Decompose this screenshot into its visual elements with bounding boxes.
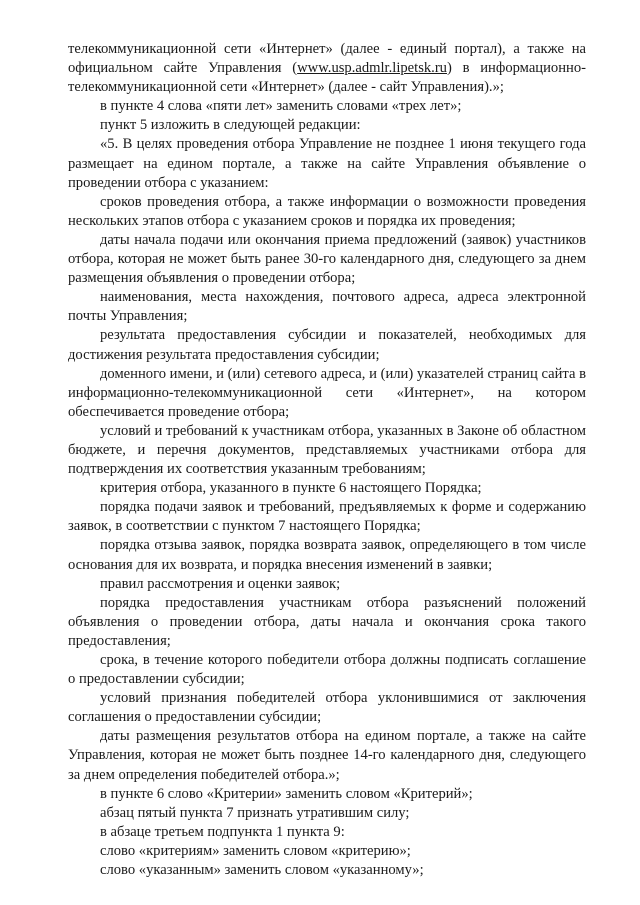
paragraph: абзац пятый пункта 7 признать утратившим силу; — [100, 804, 410, 821]
paragraph: в пункте 6 слово «Критерии» заменить словом «Критерий»; — [100, 785, 473, 802]
paragraph: в пункте 4 слова «пяти лет» заменить словами «трех лет»; — [100, 98, 462, 115]
paragraph: даты размещения результатов отбора на едином портале, а также на сайте Управления, которая не может быть позднее 14-го календарного дня, следующего за днем определения победителей отбора.»; — [68, 728, 586, 783]
document-page — [68, 40, 586, 880]
paragraph: правил рассмотрения и оценки заявок; — [100, 575, 341, 592]
paragraph: в абзаце третьем подпункта 1 пункта 9: — [100, 823, 345, 840]
paragraph: «5. В целях проведения отбора Управление не позднее 1 июня текущего года размещает на едином портале, а также на сайте Управления объявление о проведении отбора с указанием: — [68, 136, 586, 191]
paragraph: порядка отзыва заявок, порядка возврата заявок, определяющего в том числе основания для их возврата, и порядка внесения изменений в заявки; — [68, 537, 586, 573]
paragraph: условий и требований к участникам отбора, указанных в Законе об областном бюджете, и перечня документов, представляемых участниками отбора для подтверждения их соответствия указанным требованиям; — [68, 422, 586, 478]
paragraph: сроков проведения отбора, а также информации о возможности проведения нескольких этапов отбора с указанием сроков и порядка их проведения; — [68, 193, 586, 229]
paragraph: порядка предоставления участникам отбора разъяснений положений объявления о проведении отбора, даты начала и окончания срока такого предоставления; — [68, 594, 586, 649]
paragraph: условий признания победителей отбора уклонившимися от заключения соглашения о предоставлении субсидии; — [68, 690, 586, 726]
paragraph: доменного имени, и (или) сетевого адреса, и (или) указателей страниц сайта в информационно-телекоммуникационной сети «Интернет», на котором обеспечивается проведение отбора; — [68, 365, 586, 420]
paragraph: слово «указанным» заменить словом «указанному»; — [100, 862, 424, 879]
paragraph: порядка подачи заявок и требований, предъявляемых к форме и содержанию заявок, в соответствии с пунктом 7 настоящего Порядка; — [68, 499, 586, 535]
paragraph-text: ) в информационно-телекоммуникационной сети «Интернет» (далее - сайт Управления).»; — [68, 60, 586, 96]
paragraph: даты начала подачи или окончания приема предложений (заявок) участников отбора, которая не может быть ранее 30-го календарного дня, следующего за днем размещения объявления о проведении отбора; — [68, 231, 586, 287]
paragraph-text: телекоммуникационной сети «Интернет» (далее - единый портал), а также на официальном сайте Управления ( — [68, 41, 586, 77]
paragraph-continuation — [68, 40, 586, 97]
paragraph: слово «критериям» заменить словом «критерию»; — [100, 842, 411, 859]
paragraph: критерия отбора, указанного в пункте 6 настоящего Порядка; — [100, 480, 482, 497]
paragraph: пункт 5 изложить в следующей редакции: — [100, 117, 361, 134]
paragraph: результата предоставления субсидии и показателей, необходимых для достижения результата предоставления субсидии; — [68, 327, 586, 363]
website-link[interactable]: www.usp.admlr.lipetsk.ru — [297, 60, 447, 77]
paragraph: наименования, места нахождения, почтового адреса, адреса электронной почты Управления; — [68, 289, 586, 325]
paragraph: срока, в течение которого победители отбора должны подписать соглашение о предоставлении субсидии; — [68, 652, 586, 688]
